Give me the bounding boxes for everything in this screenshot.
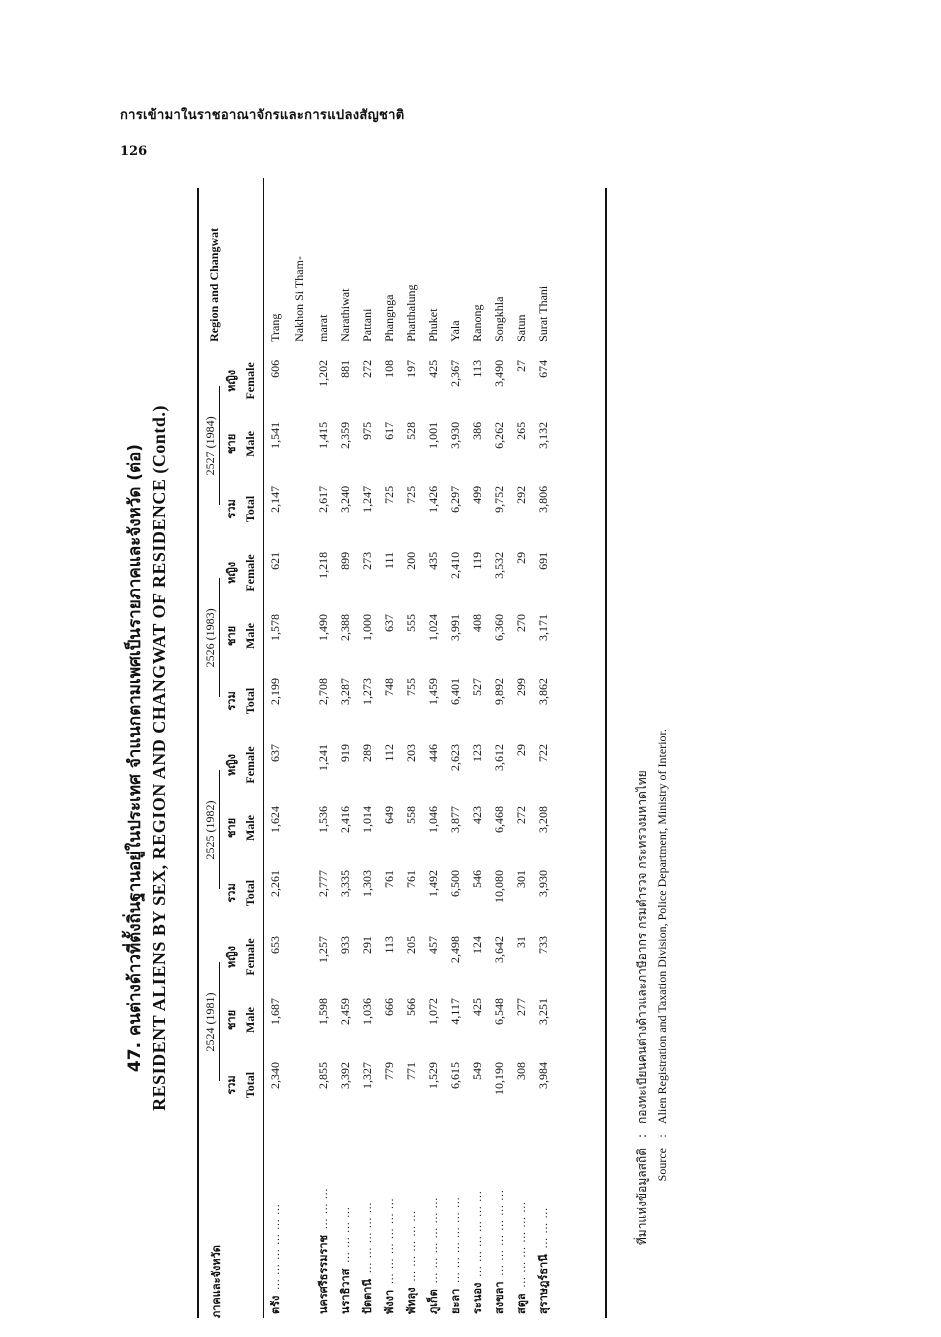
- table-row: [334, 178, 356, 1318]
- table-cell: 124: [469, 935, 484, 954]
- table-cell: 9,752: [491, 485, 506, 513]
- table-cell: 272: [513, 805, 528, 824]
- sex-header-thai: ชาย: [225, 625, 238, 646]
- table-cell: 425: [425, 359, 440, 378]
- table-cell: 1,303: [359, 869, 374, 897]
- table-cell: 3,171: [535, 613, 550, 641]
- table-cell: 1,046: [425, 805, 440, 833]
- table-caption-thai: 47. คนต่างด้าวที่ตั้งถิ่นฐานอยู่ในประเทศ จำแนกตามเพศเป็นรายภาคและจังหวัด (ต่อ): [125, 443, 145, 1073]
- table-cell: 3,930: [447, 421, 462, 449]
- table-cell: 9,892: [491, 677, 506, 705]
- table-cell: 6,548: [491, 998, 506, 1025]
- table-cell: 113: [469, 359, 484, 378]
- table-cell: 1,459: [425, 677, 440, 705]
- sex-header-thai: รวม: [225, 691, 238, 711]
- table-cell: 6,360: [491, 613, 506, 641]
- table-cell: 499: [469, 485, 484, 504]
- table-cell: 674: [535, 359, 550, 378]
- table-cell: 2,388: [337, 613, 352, 641]
- changwat-name-english: Songkhla: [491, 296, 506, 342]
- table-cell: 546: [469, 869, 484, 888]
- changwat-name-english: marat: [315, 314, 330, 342]
- table-cell: 265: [513, 421, 528, 440]
- changwat-name-english: Nakhon Si Tham-: [291, 256, 306, 342]
- changwat-name-thai: ภูเก็ต... ... ... ... ... ...: [427, 1196, 440, 1314]
- table-cell: 3,251: [535, 998, 550, 1025]
- table-cell: 881: [337, 359, 352, 378]
- table-cell: 3,208: [535, 805, 550, 833]
- table-cell: 637: [267, 743, 282, 762]
- table-row: [356, 178, 378, 1318]
- table-cell: 3,335: [337, 869, 352, 897]
- table-cell: 722: [535, 743, 550, 762]
- table-cell: 621: [267, 551, 282, 570]
- sex-header-english: Total: [242, 879, 257, 907]
- table-cell: 2,359: [337, 421, 352, 449]
- table-cell: 3,132: [535, 421, 550, 449]
- page-number: 126: [120, 144, 148, 159]
- table-cell: 3,806: [535, 485, 550, 513]
- table-cell: 408: [469, 613, 484, 632]
- left-header: ภาคและจังหวัด: [210, 1245, 223, 1318]
- sex-header-english: Male: [242, 1007, 257, 1033]
- table-row: [532, 178, 554, 1318]
- sex-header-english: Male: [242, 622, 257, 649]
- table-cell: 289: [359, 743, 374, 762]
- footnote-thai-label: ที่มาแห่งข้อมูลสถิติ: [635, 1148, 649, 1246]
- table-cell: 2,459: [337, 998, 352, 1025]
- table-cell: 3,392: [337, 1062, 352, 1089]
- table-cell: 1,536: [315, 805, 330, 833]
- changwat-name-thai: ระนอง... ... ... ... ... ...: [471, 1190, 484, 1314]
- changwat-name-english: Yala: [447, 320, 462, 342]
- changwat-name-thai: ยะลา... ... ... ... ... ...: [449, 1196, 462, 1314]
- table-cell: 1,036: [359, 998, 374, 1025]
- table-cell: 2,199: [267, 677, 282, 705]
- table-cell: 666: [381, 998, 396, 1016]
- footnote-separator: :: [635, 1133, 649, 1139]
- sex-header-english: Total: [242, 495, 257, 523]
- table-row: [312, 178, 334, 1318]
- sex-header-thai: ชาย: [225, 817, 238, 839]
- changwat-name-english: Phuket: [425, 308, 440, 342]
- sex-header-english: Female: [242, 746, 257, 784]
- table-cell: 3,642: [491, 935, 506, 963]
- table-cell: 691: [535, 551, 550, 570]
- table-cell: 528: [403, 421, 418, 440]
- changwat-name-english: Pattani: [359, 308, 374, 342]
- table-cell: 386: [469, 421, 484, 440]
- table-cell: 1,687: [267, 998, 282, 1025]
- table-cell: 123: [469, 743, 484, 762]
- table-row: [378, 178, 400, 1318]
- changwat-name-thai: ปัตตานี... ... ... ... ...: [361, 1201, 374, 1314]
- table-bottom-rule: [605, 188, 607, 1318]
- table-cell: 2,340: [267, 1062, 282, 1089]
- table-cell: 2,623: [447, 743, 462, 771]
- table-cell: 29: [513, 551, 528, 564]
- footnote-thai: [633, 770, 652, 1258]
- table-cell: 31: [513, 935, 528, 948]
- sex-header-english: Total: [242, 687, 257, 715]
- changwat-name-thai: นครศรีธรรมราช... ... ...: [317, 1187, 330, 1314]
- table-cell: 1,624: [267, 805, 282, 833]
- table-cell: 566: [403, 998, 418, 1016]
- table-cell: 6,401: [447, 677, 462, 705]
- changwat-name-thai: สงขลา... ... ... ... ... ...: [493, 1189, 506, 1314]
- sex-header-thai: ชาย: [225, 1009, 238, 1031]
- table-cell: 748: [381, 677, 396, 696]
- sex-header-thai: หญิง: [225, 561, 238, 584]
- table-cell: 301: [513, 869, 528, 888]
- changwat-name-english: Phangnga: [381, 294, 396, 342]
- table-cell: 1,014: [359, 805, 374, 833]
- year-header: 2527 (1984): [201, 350, 221, 542]
- table-cell: 200: [403, 551, 418, 570]
- changwat-name-english: Ranong: [469, 304, 484, 342]
- table-cell: 779: [381, 1062, 396, 1080]
- table-cell: 1,218: [315, 551, 330, 579]
- table-cell: 111: [381, 551, 396, 570]
- table-cell: 2,367: [447, 359, 462, 387]
- footnote-separator: :: [655, 1134, 669, 1138]
- table-cell: 425: [469, 998, 484, 1016]
- table-cell: 1,257: [315, 935, 330, 963]
- table-cell: 205: [403, 935, 418, 954]
- sex-header-thai: หญิง: [225, 945, 238, 968]
- changwat-name-thai: สตูล... ... ... ... ... ...: [515, 1201, 528, 1314]
- table-cell: 6,500: [447, 869, 462, 897]
- table-cell: 446: [425, 743, 440, 762]
- changwat-name-thai: สุราษฎร์ธานี... ... ...: [537, 1206, 550, 1314]
- table-cell: 1,000: [359, 613, 374, 641]
- table-cell: 2,617: [315, 485, 330, 513]
- table-cell: 6,297: [447, 485, 462, 513]
- changwat-name-english: Phatthalung: [403, 284, 418, 342]
- table-cell: 771: [403, 1062, 418, 1080]
- table-cell: 1,578: [267, 613, 282, 641]
- footnote-english-text: Alien Registration and Taxation Division, Police Department, Ministry of Interior.: [655, 729, 669, 1124]
- table-cell: 3,930: [535, 869, 550, 897]
- sex-header-english: Female: [242, 938, 257, 976]
- table-cell: 27: [513, 359, 528, 372]
- right-header: Region and Changwat: [207, 227, 221, 342]
- table-cell: 270: [513, 613, 528, 632]
- table-row: [488, 178, 510, 1318]
- table-cell: 1,024: [425, 613, 440, 641]
- table-cell: 975: [359, 421, 374, 440]
- table-cell: 653: [267, 935, 282, 954]
- table-cell: 1,001: [425, 421, 440, 449]
- year-header: 2525 (1982): [201, 734, 221, 926]
- table-row: [444, 178, 466, 1318]
- table-cell: 3,877: [447, 805, 462, 833]
- table-caption-english: RESIDENT ALIENS BY SEX, REGION AND CHANGWAT OF RESIDENCE (Contd.): [149, 405, 169, 1111]
- table-cell: 3,991: [447, 613, 462, 641]
- table-cell: 119: [469, 551, 484, 570]
- table-cell: 1,327: [359, 1062, 374, 1089]
- table-cell: 435: [425, 551, 440, 570]
- table-cell: 29: [513, 743, 528, 756]
- table-cell: 2,708: [315, 677, 330, 705]
- footnote-english-label: Source: [655, 1148, 669, 1182]
- table-cell: 6,262: [491, 421, 506, 449]
- table-cell: 549: [469, 1062, 484, 1080]
- table-cell: 272: [359, 359, 374, 378]
- table-cell: 919: [337, 743, 352, 762]
- table-cell: 761: [403, 869, 418, 888]
- table-cell: 2,261: [267, 869, 282, 897]
- table-cell: 527: [469, 677, 484, 696]
- table-cell: 423: [469, 805, 484, 824]
- table-cell: 725: [403, 485, 418, 504]
- table-cell: 10,190: [491, 1062, 506, 1095]
- changwat-name-thai: ตรัง... ... ... ... ... ...: [269, 1203, 282, 1314]
- table-cell: 1,415: [315, 421, 330, 449]
- table-cell: 3,240: [337, 485, 352, 513]
- table-cell: 4,117: [447, 998, 462, 1025]
- table-cell: 1,202: [315, 359, 330, 387]
- table-cell: 113: [381, 935, 396, 954]
- table-cell: 2,410: [447, 551, 462, 579]
- sex-header-thai: หญิง: [225, 369, 238, 392]
- changwat-name-english: Narathiwat: [337, 288, 352, 342]
- table-cell: 273: [359, 551, 374, 570]
- table-cell: 733: [535, 935, 550, 954]
- table-cell: 761: [381, 869, 396, 888]
- table-cell: 1,426: [425, 485, 440, 513]
- table-row: [466, 178, 488, 1318]
- table-cell: 1,273: [359, 677, 374, 705]
- changwat-name-thai: พัทลุง... ... ... ... ...: [405, 1210, 418, 1314]
- sex-header-english: Female: [242, 362, 257, 400]
- changwat-name-english: Satun: [513, 314, 528, 342]
- table-cell: 2,416: [337, 805, 352, 833]
- table-cell: 558: [403, 805, 418, 824]
- page-header-title: การเข้ามาในราชอาณาจักรและการแปลงสัญชาติ: [120, 108, 405, 123]
- table-cell: 112: [381, 743, 396, 762]
- changwat-name-english: Surat Thani: [535, 285, 550, 342]
- table-cell: 3,490: [491, 359, 506, 387]
- table-row: [422, 178, 444, 1318]
- table-cell: 1,241: [315, 743, 330, 771]
- table-cell: 1,492: [425, 869, 440, 897]
- table-cell: 555: [403, 613, 418, 632]
- sex-header-english: Male: [242, 430, 257, 457]
- footnote-english: [655, 729, 670, 1258]
- table-cell: 2,855: [315, 1062, 330, 1089]
- table-cell: 606: [267, 359, 282, 378]
- rotated-table-block: [115, 188, 695, 1318]
- table-cell: 292: [513, 485, 528, 504]
- aliens-table: [201, 178, 554, 1318]
- table-cell: 2,777: [315, 869, 330, 897]
- table-row: [510, 178, 532, 1318]
- changwat-name-english: Trang: [267, 313, 282, 342]
- sex-header-english: Total: [242, 1071, 257, 1099]
- table-cell: 3,862: [535, 677, 550, 705]
- table-cell: 10,080: [491, 869, 506, 903]
- table-cell: 1,541: [267, 421, 282, 449]
- table-row: [400, 178, 422, 1318]
- changwat-name-thai: พังงา... ... ... ... ... ...: [383, 1197, 396, 1314]
- table-cell: 2,147: [267, 485, 282, 513]
- table-cell: 725: [381, 485, 396, 504]
- table-cell: 3,287: [337, 677, 352, 705]
- sex-header-thai: รวม: [225, 499, 238, 519]
- table-cell: 108: [381, 359, 396, 378]
- table-cell: 1,490: [315, 613, 330, 641]
- table-cell: 637: [381, 613, 396, 632]
- table-cell: 203: [403, 743, 418, 762]
- sex-header-english: Male: [242, 814, 257, 841]
- table-cell: 6,468: [491, 805, 506, 833]
- sex-header-thai: รวม: [225, 1075, 238, 1095]
- table-cell: 1,072: [425, 998, 440, 1025]
- table-top-rule: [197, 188, 199, 1318]
- sex-header-thai: หญิง: [225, 753, 238, 776]
- footnote-thai-text: กองทะเบียนคนต่างด้าวและภาษีอากร กรมตำรวจ กระทรวงมหาดไทย: [635, 770, 649, 1124]
- sex-header-thai: ชาย: [225, 433, 238, 454]
- table-cell: 3,612: [491, 743, 506, 771]
- sex-header-english: Female: [242, 554, 257, 592]
- table-cell: 933: [337, 935, 352, 954]
- table-cell: 617: [381, 421, 396, 440]
- table-cell: 299: [513, 677, 528, 696]
- table-cell: 1,598: [315, 998, 330, 1025]
- year-header: 2524 (1981): [201, 926, 221, 1118]
- table-cell: 457: [425, 935, 440, 954]
- table-cell: 2,498: [447, 935, 462, 963]
- table-cell: 1,529: [425, 1062, 440, 1089]
- table-cell: 899: [337, 551, 352, 570]
- table-cell: 3,532: [491, 551, 506, 579]
- table-cell: 277: [513, 998, 528, 1016]
- table-cell: 308: [513, 1062, 528, 1080]
- table-cell: 1,247: [359, 485, 374, 513]
- table-cell: 3,984: [535, 1062, 550, 1089]
- sex-header-thai: รวม: [225, 883, 238, 903]
- table-cell: 291: [359, 935, 374, 954]
- table-cell: 649: [381, 805, 396, 824]
- table-cell: 755: [403, 677, 418, 696]
- table-cell: 197: [403, 359, 418, 378]
- table-row: [264, 178, 287, 1318]
- changwat-name-thai: นราธิวาส... ... ... ...: [339, 1206, 352, 1314]
- year-header: 2526 (1983): [201, 542, 221, 734]
- table-cell: 6,615: [447, 1062, 462, 1089]
